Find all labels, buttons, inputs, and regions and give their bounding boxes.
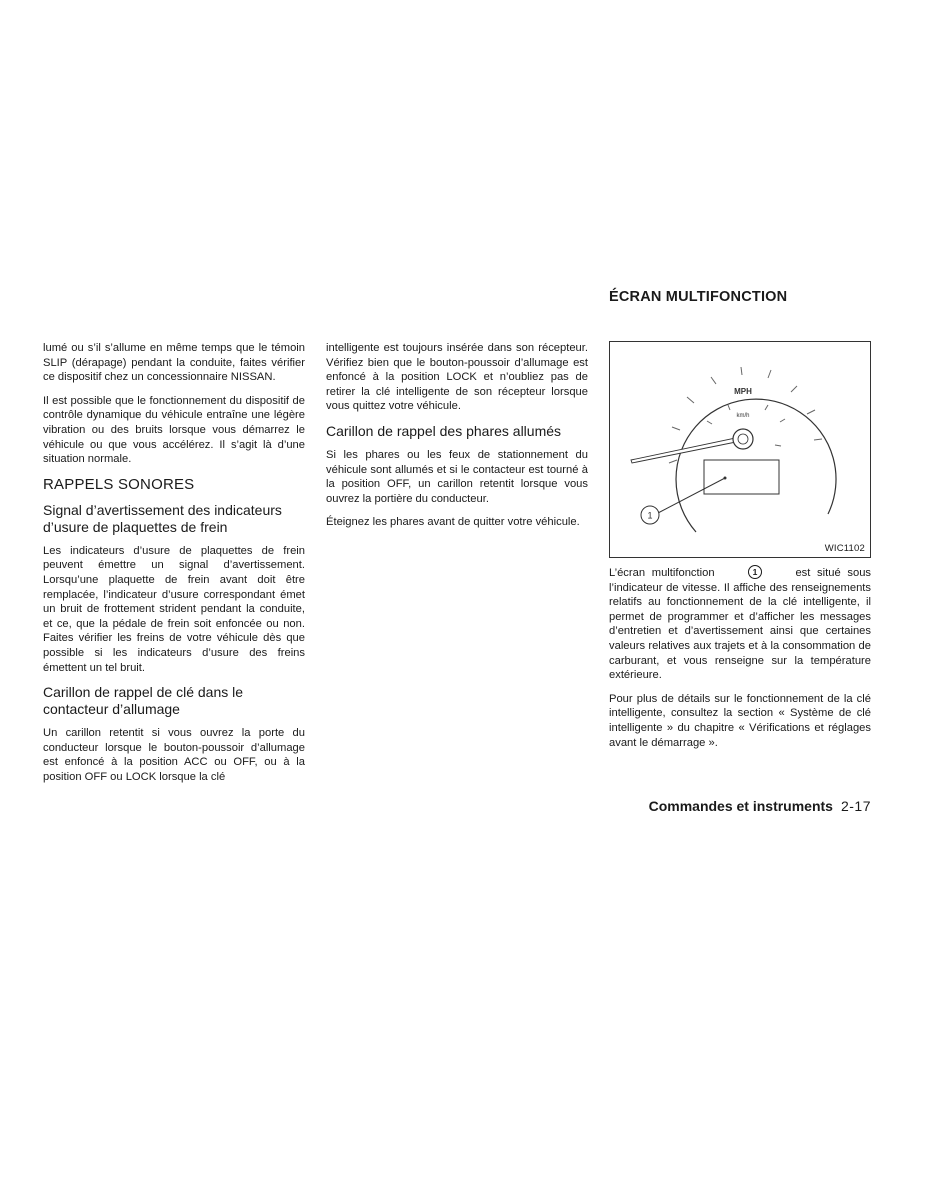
- section-heading-ecran-multifonction: ÉCRAN MULTIFONCTION: [609, 289, 788, 305]
- column-right: [609, 341, 871, 759]
- paragraph: Si les phares ou les feux de stationnement du véhicule sont allumés et si le contacteur est tourné à la position OFF, un carillon retentit lorsque vous ouvrez la portière du conducteur.: [326, 448, 588, 505]
- paragraph: Pour plus de détails sur le fonctionnement de la clé intelligente, consultez la section « Système de clé intelligente » du chapitre « Vérifications et réglages avant le démarrage ».: [609, 692, 871, 749]
- multifunction-display: [704, 460, 779, 494]
- page-number: 2-17: [840, 798, 871, 814]
- speedometer-figure: [609, 341, 871, 558]
- needle-hub: [733, 429, 753, 449]
- paragraph: intelligente est toujours insérée dans son récepteur. Vérifiez bien que le bouton-poussoir d’allumage est enfoncé à la position LOCK et n’oubliez pas de retirer la clé intelligente de son récepteur lorsque vous quittez votre véhicule.: [326, 342, 588, 413]
- paragraph: Éteignez les phares avant de quitter votre véhicule.: [326, 516, 580, 529]
- subsection-title-carillon-cle: Carillon de rappel de clé dans le contacteur d’allumage: [43, 684, 244, 718]
- subsection-title-signal-plaquettes: Signal d’avertissement des indicateurs d’usure de plaquettes de frein: [43, 501, 282, 535]
- section-title-rappels-sonores: RAPPELS SONORES: [43, 475, 195, 493]
- paragraph: Les indicateurs d’usure de plaquettes de frein peuvent émettre un signal d’avertissement. Lorsqu’une plaquette de frein avant doit être remplacée, l’indicateur d’usure correspondant émet un bruit de frottement strident pendant la conduite, et ce, que la pédale de frein soit enfoncée ou non. Faites vérifier les freins de votre véhicule dès que possible si les indicateurs d’usure des freins émettent un tel bruit.: [43, 544, 305, 674]
- paragraph: Il est possible que le fonctionnement du dispositif de contrôle dynamique du véhicule entraîne une légère vibration ou des bruits lorsque vous démarrez le véhicule ou que vous accélérez. Il s’agit là d’une situation normale.: [43, 394, 305, 466]
- subsection-title-carillon-phares: Carillon de rappel des phares allumés: [326, 422, 562, 439]
- mph-label: MPH: [734, 387, 752, 396]
- figure-code: WIC1102: [824, 543, 865, 554]
- paragraph: L’écran multifonction 1 est situé sous l’indicateur de vitesse. Il affiche des renseignements relatifs au fonctionnement de la clé intelligente, il permet de programmer et d’afficher les messages d’entretien et d’avertissement ainsi que certaines valeurs relatives aux trajets et à la consommation de carburant, et vous renseigne sur la température extérieure.: [609, 567, 872, 682]
- footer-section-title: Commandes et instruments: [648, 798, 833, 814]
- callout-leader: [658, 478, 725, 513]
- callout-number: 1: [647, 510, 653, 521]
- paragraph: lumé ou s’il s’allume en même temps que le témoin SLIP (dérapage) pendant la conduite, faites vérifier ce dispositif chez un concessionnaire NISSAN.: [43, 342, 305, 384]
- page-footer: [649, 798, 871, 814]
- callout-marker-inline: 1: [748, 565, 762, 579]
- kmh-label: km/h: [736, 413, 750, 419]
- column-middle: [326, 341, 588, 539]
- column-left: [43, 341, 305, 793]
- speedometer-illustration: [610, 342, 870, 557]
- paragraph: Un carillon retentit si vous ouvrez la porte du conducteur lorsque le bouton-poussoir d’allumage est enfoncé à la position ACC ou OFF, ou à la position OFF ou LOCK lorsque la clé: [43, 727, 305, 783]
